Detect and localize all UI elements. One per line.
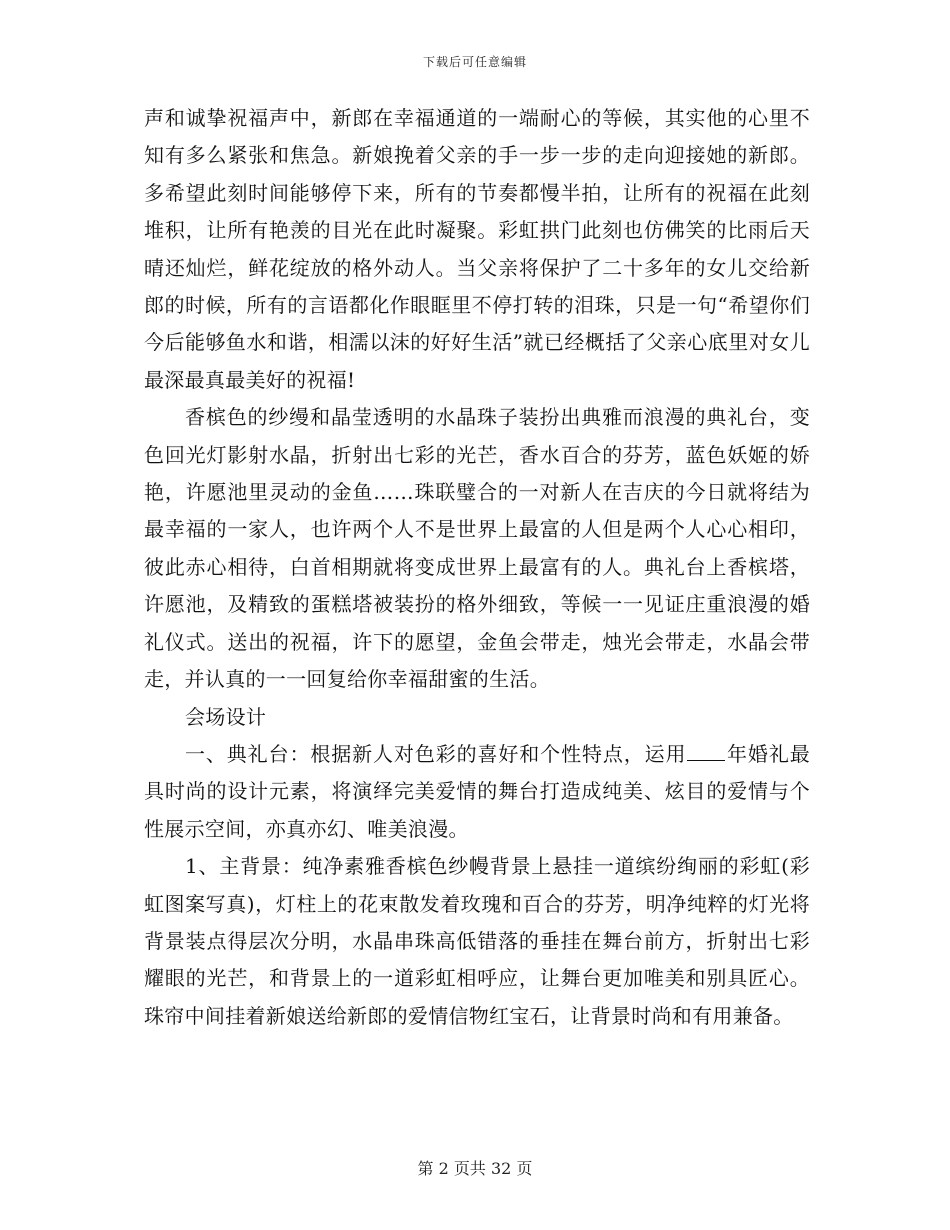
paragraph-stage-decoration: 香槟色的纱缦和晶莹透明的水晶珠子装扮出典雅而浪漫的典礼台，变色回光灯影射水晶，折射出七彩的光芒，香水百合的芬芳，蓝色妖姬的娇艳，许愿池里灵动的金鱼……珠联璧合的一对新人在吉庆的今日就将结为最幸福的一家人，也许两个人不是世界上最富的人但是两个人心心相印，彼此赤心相待，白首相期就将变成世界上最富有的人。典礼台上香槟塔，许愿池，及精致的蛋糕塔被装扮的格外细致，等候一一见证庄重浪漫的婚礼仪式。送出的祝福，许下的愿望，金鱼会带走，烛光会带走，水晶会带走，并认真的一一回复给你幸福甜蜜的生活。 (144, 405, 810, 692)
fill-in-blank (687, 740, 725, 761)
page-number: 第 2 页共 32 页 (417, 1159, 533, 1178)
document-body (144, 100, 810, 1035)
page-header: 下载后可任意编辑 (422, 55, 527, 69)
section-heading-venue-design: 会场设计 (185, 704, 267, 729)
paragraph-ceremony-stage (144, 736, 810, 848)
paragraph-ceremony-walk: 声和诚挚祝福声中，新郎在幸福通道的一端耐心的等候，其实他的心里不知有多么紧张和焦急。新娘挽着父亲的手一步一步的走向迎接她的新郎。多希望此刻时间能够停下来，所有的节奏都慢半拍，让所有的祝福在此刻堆积，让所有艳羡的目光在此时凝聚。彩虹拱门此刻也仿佛笑的比雨后天晴还灿烂，鲜花绽放的格外动人。当父亲将保护了二十多年的女儿交给新郎的时候，所有的言语都化作眼眶里不停打转的泪珠，只是一句“希望你们今后能够鱼水和谐，相濡以沫的好好生活”就已经概括了父亲心底里对女儿最深最真最美好的祝福! (144, 106, 810, 392)
stage-text-before-blank: 一、典礼台：根据新人对色彩的喜好和个性特点，运用 (185, 741, 687, 766)
paragraph-main-backdrop: 1、主背景：纯净素雅香槟色纱幔背景上悬挂一道缤纷绚丽的彩虹(彩虹图案写真)，灯柱上的花束散发着玫瑰和百合的芬芳，明净纯粹的灯光将背景装点得层次分明，水晶串珠高低错落的垂挂在舞台前方，折射出七彩耀眼的光芒，和背景上的一道彩虹相呼应，让舞台更加唯美和别具匠心。珠帘中间挂着新娘送给新郎的爱情信物红宝石，让背景时尚和有用兼备。 (144, 854, 810, 1028)
stage-text-after-blank: 年婚礼最具时尚的设计元素，将演绎完美爱情的舞台打造成纯美、炫目的爱情与个性展示空间，亦真亦幻、唯美浪漫。 (144, 741, 811, 841)
